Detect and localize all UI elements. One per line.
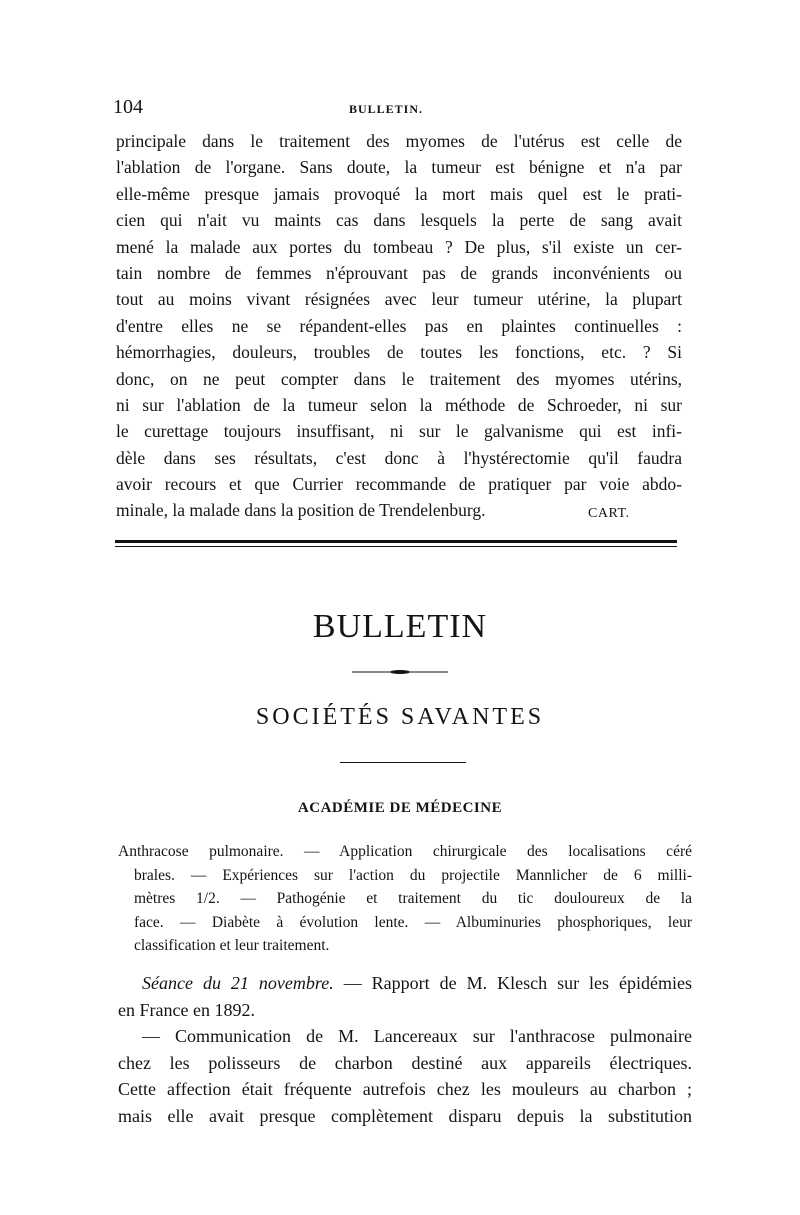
seance-line: chez les polisseurs de charbon destiné aux appareils électriques. [118,1052,692,1073]
seance-line: en France en 1892. [118,999,255,1020]
summary-line: classification et leur traitement. [134,937,330,955]
section-title: BULLETIN [312,608,488,645]
text-line: d'entre elles ne se répandent-elles pas en plaintes continuelles : [116,315,682,336]
section-subtitle: SOCIÉTÉS SAVANTES [255,704,545,730]
running-head [113,96,683,120]
subtitle-rule [340,762,466,763]
text-line: l'ablation de l'organe. Sans doute, la tumeur est bénigne et n'a par [116,157,682,178]
text-line: tout au moins vivant résignées avec leur tumeur utérine, la plupart [116,289,682,310]
text-line: elle-même presque jamais provoqué la mort mais quel est le prati- [116,183,682,204]
seance-report [118,970,692,1129]
seance-heading-rest: — Rapport de M. Klesch sur les épidémies [333,973,692,993]
seance-line: Cette affection était fréquente autrefois chez les mouleurs au charbon ; [118,1079,692,1099]
text-line: hémorrhagies, douleurs, troubles de toutes les fonctions, etc. ? Si [116,342,682,363]
author-signature: CART. [588,506,630,521]
text-line: ni sur l'ablation de la tumeur selon la méthode de Schroeder, ni sur [116,394,682,415]
summary-block [118,840,692,958]
ornament-divider [352,670,448,674]
seance-line: — Communication de M. Lancereaux sur l'anthracose pulmonaire [142,1026,692,1046]
text-line: le curettage toujours insuffisant, ni sur le galvanisme qui est infi- [116,421,682,442]
text-line: mené la malade aux portes du tombeau ? De plus, s'il existe un cer- [116,236,682,257]
text-line: dèle dans ses résultats, c'est donc à l'hystérectomie qu'il faudra [116,447,682,468]
running-title: BULLETIN. [349,102,424,116]
text-line: donc, on ne peut compter dans le traitement des myomes utérins, [116,368,682,389]
section-divider-thick [115,540,677,543]
section-divider-thin [115,546,677,547]
summary-line: face. — Diabète à évolution lente. — Albuminuries phosphoriques, leur [134,913,692,931]
text-line: avoir recours et que Currier recommande de pratiquer par voie abdo- [116,474,682,495]
article-end-text [116,128,682,524]
summary-line: Anthracose pulmonaire. — Application chirurgicale des localisations céré [118,843,692,860]
text-line: minale, la malade dans la position de Trendelenburg. [116,500,486,521]
text-line: cien qui n'ait vu maints cas dans lesquels la perte de sang avait [116,210,682,231]
seance-line: mais elle avait presque complètement disparu depuis la substitution [118,1105,692,1126]
page-number: 104 [113,96,143,118]
summary-line: brales. — Expériences sur l'action du projectile Mannlicher de 6 milli- [134,866,692,884]
seance-first-line [118,970,692,997]
academy-heading: ACADÉMIE DE MÉDECINE [297,800,503,816]
text-line: principale dans le traitement des myomes de l'utérus est celle de [116,131,682,151]
text-line: tain nombre de femmes n'éprouvant pas de grands inconvénients ou [116,262,682,283]
seance-heading: Séance du 21 novembre. [142,973,334,993]
summary-line: mètres 1/2. — Pathogénie et traitement du tic douloureux de la [134,890,692,908]
